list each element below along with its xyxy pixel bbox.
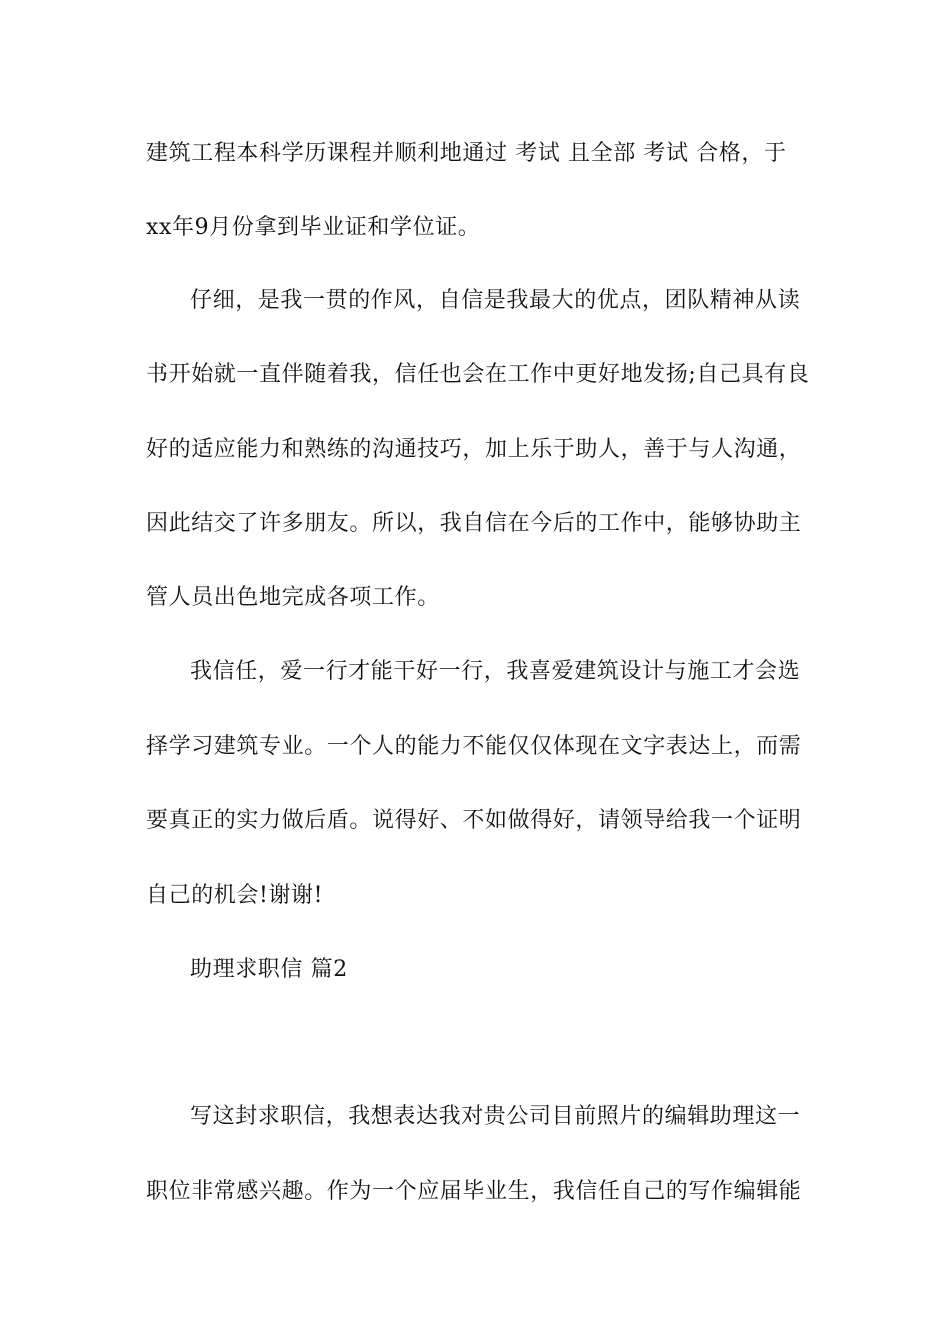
text-line: 职位非常感兴趣。作为一个应届毕业生，我信任自己的写作编辑能 bbox=[146, 1179, 802, 1204]
text-line: 书开始就一直伴随着我，信任也会在工作中更好地发扬;自己具有良 bbox=[146, 362, 810, 387]
paragraph-first-line: 我信任，爱一行才能干好一行，我喜爱建筑设计与施工才会选 bbox=[190, 659, 801, 684]
text-line: 择学习建筑专业。一个人的能力不能仅仅体现在文字表达上，而需 bbox=[146, 734, 802, 759]
text-line: 因此结交了许多朋友。所以，我自信在今后的工作中，能够协助主 bbox=[146, 511, 802, 536]
text-line: xx年9月份拿到毕业证和学位证。 bbox=[146, 215, 481, 240]
text-line: 管人员出色地完成各项工作。 bbox=[146, 585, 440, 610]
paragraph-first-line: 仔细，是我一贯的作风，自信是我最大的优点，团队精神从读 bbox=[190, 288, 801, 313]
text-line: 建筑工程本科学历课程并顺利地通过 考试 且全部 考试 合格，于 bbox=[146, 141, 787, 166]
paragraph-first-line: 写这封求职信，我想表达我对贵公司目前照片的编辑助理这一 bbox=[190, 1104, 801, 1129]
text-line: 要真正的实力做后盾。说得好、不如做得好，请领导给我一个证明 bbox=[146, 808, 802, 833]
section-heading: 助理求职信 篇2 bbox=[190, 957, 348, 982]
text-line: 好的适应能力和熟练的沟通技巧，加上乐于助人，善于与人沟通， bbox=[146, 437, 802, 462]
text-line: 自己的机会!谢谢! bbox=[146, 883, 324, 908]
